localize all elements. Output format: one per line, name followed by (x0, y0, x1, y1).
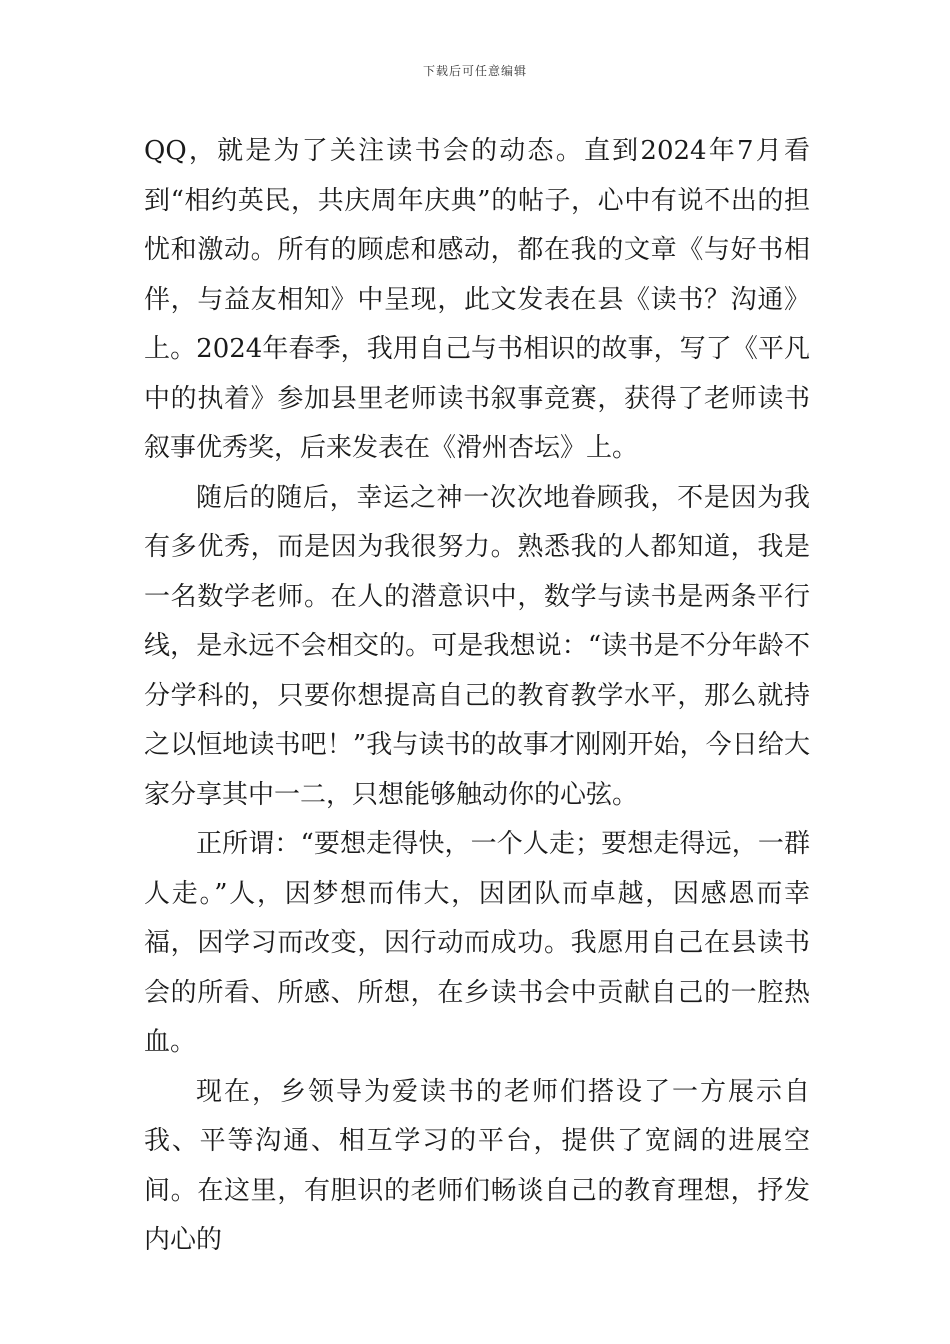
paragraph: 现在，乡领导为爱读书的老师们搭设了一方展示自我、平等沟通、相互学习的平台，提供了宽阔的进展空间。在这里，有胆识的老师们畅谈自己的教育理想，抒发内心的 (144, 1076, 810, 1255)
paragraph: 正所谓：“要想走得快，一个人走；要想走得远，一群人走。”人，因梦想而伟大，因团队而卓越，因感恩而幸福，因学习而改变，因行动而成功。我愿用自己在县读书会的所看、所感、所想，在乡读书会中贡献自己的一腔热血。 (144, 829, 810, 1057)
header-note: 下载后可任意编辑 (422, 64, 527, 78)
document-body (144, 127, 810, 1266)
paragraph-continued: QQ，就是为了关注读书会的动态。直到2024年7月看到“相约英民，共庆周年庆典”的帖子，心中有说不出的担忧和激动。所有的顾虑和感动，都在我的文章《与好书相伴，与益友相知》中呈现，此文发表在县《读书？沟通》上。2024年春季，我用自己与书相识的故事，写了《平凡中的执着》参加县里老师读书叙事竞赛，获得了老师读书叙事优秀奖，后来发表在《滑州杏坛》上。 (144, 136, 810, 463)
paragraph: 随后的随后，幸运之神一次次地眷顾我，不是因为我有多优秀，而是因为我很努力。熟悉我的人都知道，我是一名数学老师。在人的潜意识中，数学与读书是两条平行线，是永远不会相交的。可是我想说：“读书是不分年龄不分学科的，只要你想提高自己的教育教学水平，那么就持之以恒地读书吧！”我与读书的故事才刚刚开始，今日给大家分享其中一二，只想能够触动你的心弦。 (144, 482, 810, 810)
